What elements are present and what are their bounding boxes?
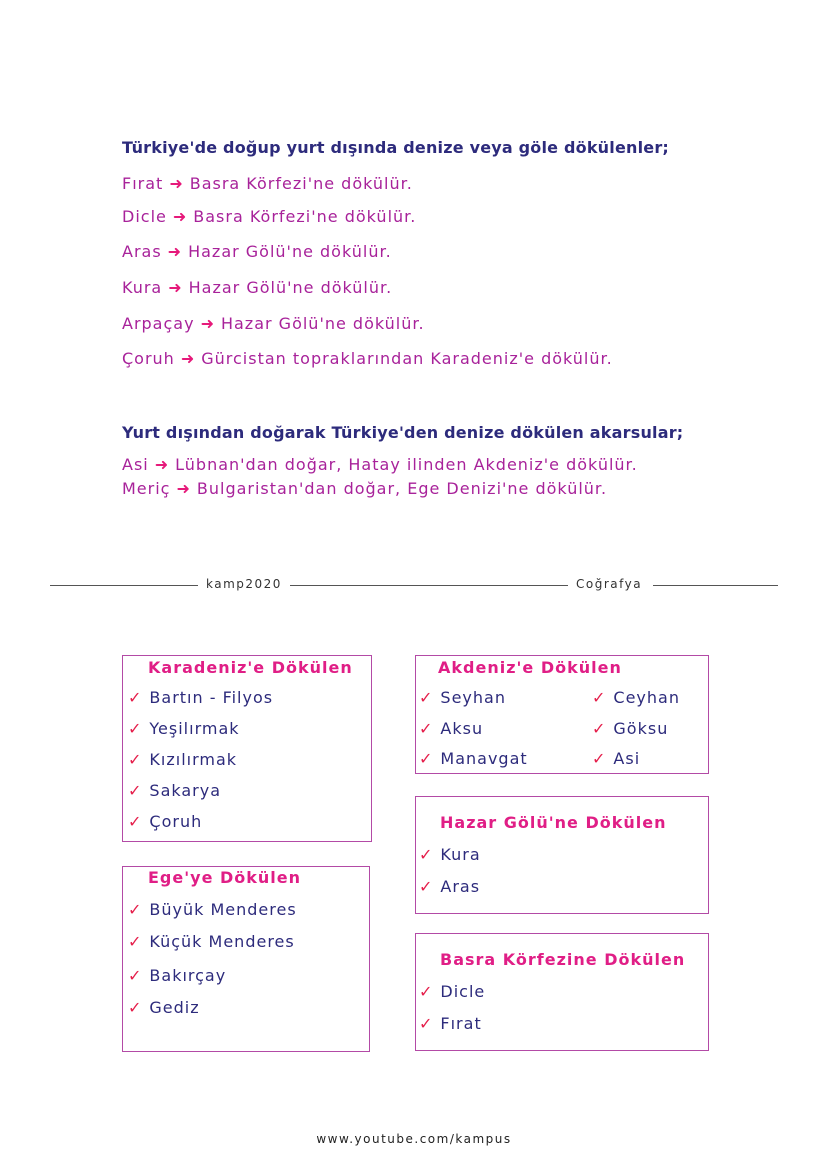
river-line [122, 314, 425, 333]
arrow-icon: ➜ [169, 174, 184, 193]
list-item [419, 688, 506, 707]
list-item [419, 982, 485, 1001]
river-name: Gediz [149, 998, 200, 1017]
river-name: Fırat [122, 174, 164, 193]
river-name: Aras [122, 242, 162, 261]
river-name: Manavgat [440, 749, 528, 768]
river-name: Dicle [122, 207, 167, 226]
arrow-icon: ➜ [176, 479, 191, 498]
river-name: Fırat [440, 1014, 482, 1033]
arrow-icon: ➜ [200, 314, 215, 333]
box-title: Basra Körfezine Dökülen [440, 950, 686, 969]
river-line [122, 278, 392, 297]
check-icon: ✓ [128, 688, 143, 707]
check-icon: ✓ [128, 900, 143, 919]
divider-line [653, 585, 778, 586]
river-description: Basra Körfezi'ne dökülür. [189, 174, 413, 193]
box-title: Ege'ye Dökülen [148, 868, 302, 887]
check-icon: ✓ [419, 719, 434, 738]
list-item [592, 749, 640, 768]
box-title: Akdeniz'e Dökülen [438, 658, 622, 677]
box-title: Hazar Gölü'ne Dökülen [440, 813, 667, 832]
river-line [122, 455, 638, 474]
check-icon: ✓ [128, 998, 143, 1017]
river-line [122, 479, 607, 498]
check-icon: ✓ [419, 982, 434, 1001]
list-item [419, 719, 483, 738]
check-icon: ✓ [419, 749, 434, 768]
check-icon: ✓ [419, 845, 434, 864]
footer-url: www.youtube.com/kampus [316, 1132, 512, 1146]
check-icon: ✓ [128, 966, 143, 985]
divider-left-label: kamp2020 [206, 577, 282, 591]
divider-line [290, 585, 568, 586]
river-name: Bakırçay [149, 966, 227, 985]
river-name: Seyhan [440, 688, 506, 707]
divider-line [50, 585, 198, 586]
list-item [128, 688, 273, 707]
river-description: Bulgaristan'dan doğar, Ege Denizi'ne dökülür. [196, 479, 608, 498]
list-item [128, 750, 237, 769]
check-icon: ✓ [419, 877, 434, 896]
box-title: Karadeniz'e Dökülen [148, 658, 353, 677]
river-name: Ceyhan [613, 688, 680, 707]
river-name: Asi [613, 749, 641, 768]
check-icon: ✓ [128, 750, 143, 769]
list-item [128, 900, 297, 919]
list-item [419, 749, 528, 768]
river-name: Bartın - Filyos [149, 688, 274, 707]
list-item [128, 781, 221, 800]
list-item [592, 688, 680, 707]
river-name: Meriç [122, 479, 171, 498]
divider-right-label: Coğrafya [576, 577, 643, 591]
river-name: Kura [122, 278, 163, 297]
river-name: Küçük Menderes [149, 932, 295, 951]
river-name: Asi [122, 455, 149, 474]
list-item [128, 932, 295, 951]
river-line [122, 242, 392, 261]
list-item [128, 998, 200, 1017]
list-item [419, 1014, 482, 1033]
river-description: Basra Körfezi'ne dökülür. [193, 207, 417, 226]
river-description: Hazar Gölü'ne dökülür. [220, 314, 425, 333]
river-description: Lübnan'dan doğar, Hatay ilinden Akdeniz'e dökülür. [175, 455, 638, 474]
arrow-icon: ➜ [167, 242, 183, 261]
arrow-icon: ➜ [180, 349, 196, 368]
river-line [122, 207, 416, 226]
check-icon: ✓ [592, 719, 607, 738]
river-name: Kura [440, 845, 481, 864]
check-icon: ✓ [128, 932, 143, 951]
box-ege [122, 866, 370, 1052]
check-icon: ✓ [128, 781, 143, 800]
river-name: Aksu [440, 719, 484, 738]
arrow-icon: ➜ [168, 278, 183, 297]
river-name: Kızılırmak [149, 750, 238, 769]
river-description: Hazar Gölü'ne dökülür. [188, 242, 392, 261]
arrow-icon: ➜ [172, 207, 188, 226]
arrow-icon: ➜ [154, 455, 170, 474]
river-name: Yeşilırmak [149, 719, 240, 738]
list-item [419, 845, 481, 864]
list-item [128, 812, 202, 831]
river-line [122, 174, 413, 193]
river-description: Hazar Gölü'ne dökülür. [188, 278, 393, 297]
river-name: Dicle [440, 982, 486, 1001]
section2-heading: Yurt dışından doğarak Türkiye'den denize dökülen akarsular; [122, 423, 684, 442]
list-item [128, 719, 240, 738]
list-item [128, 966, 226, 985]
check-icon: ✓ [128, 719, 143, 738]
river-name: Sakarya [149, 781, 222, 800]
section1-heading: Türkiye'de doğup yurt dışında denize veya göle dökülenler; [122, 138, 670, 157]
list-item [592, 719, 668, 738]
river-line [122, 349, 613, 368]
river-description: Gürcistan topraklarından Karadeniz'e dökülür. [201, 349, 613, 368]
check-icon: ✓ [419, 688, 434, 707]
river-name: Büyük Menderes [149, 900, 297, 919]
check-icon: ✓ [592, 749, 607, 768]
river-name: Aras [440, 877, 481, 896]
river-name: Arpaçay [122, 314, 195, 333]
river-name: Çoruh [149, 812, 203, 831]
river-name: Çoruh [122, 349, 175, 368]
check-icon: ✓ [419, 1014, 434, 1033]
check-icon: ✓ [128, 812, 143, 831]
check-icon: ✓ [592, 688, 607, 707]
river-name: Göksu [613, 719, 669, 738]
list-item [419, 877, 480, 896]
